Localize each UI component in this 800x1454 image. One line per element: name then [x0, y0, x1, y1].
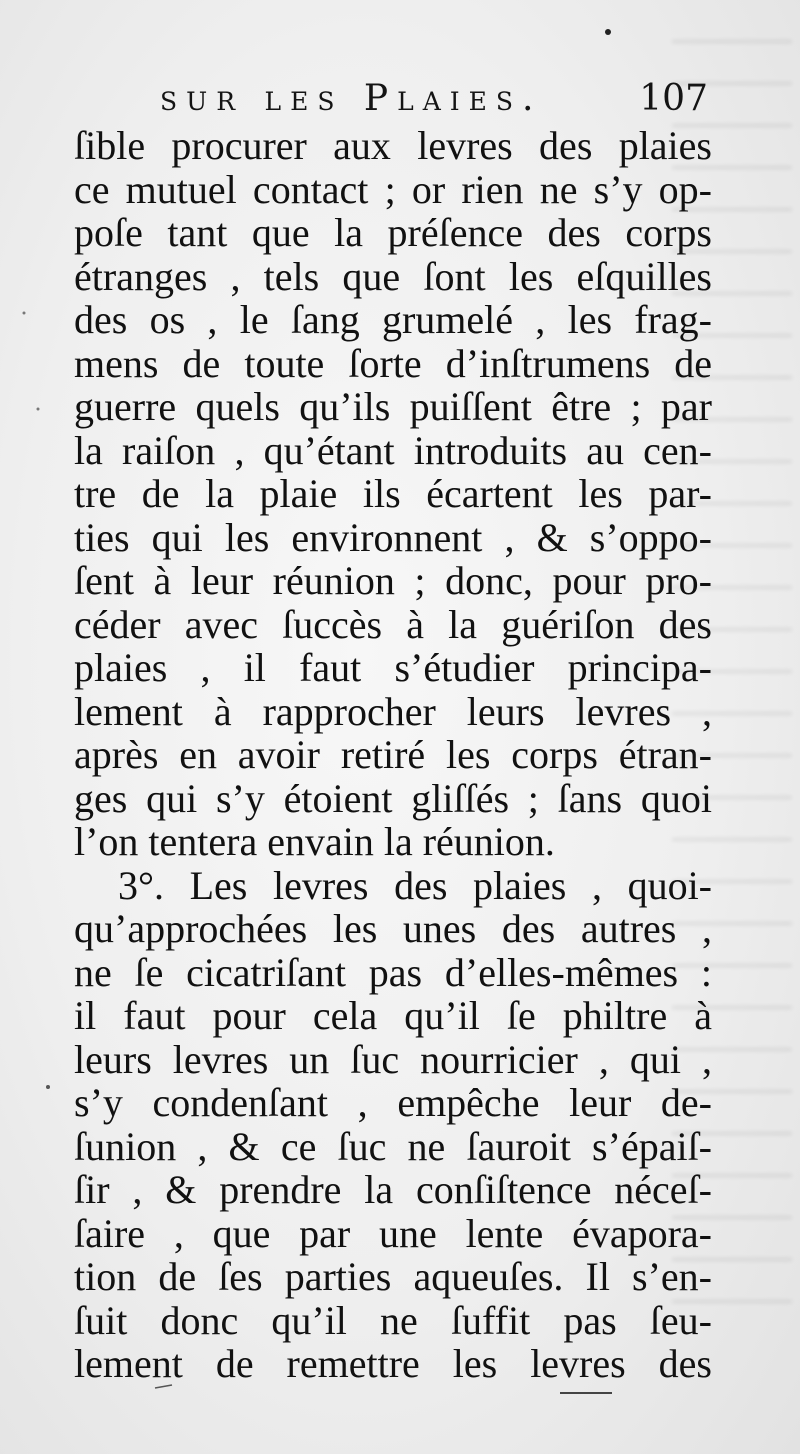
text-line: après en avoir retiré les corps étran-	[74, 732, 712, 777]
text-line: ges qui s’y étoient gliſſés ; ſans quoi	[74, 775, 712, 821]
text-line: ſuit donc qu’il ne ſuffit pas ſeu-	[74, 1297, 712, 1343]
text-line: des os , le ſang grumelé , les frag-	[74, 297, 712, 342]
text-line: mens de toute ſorte d’inſtrumens de	[74, 340, 712, 386]
text-line: poſe tant que la préſence des corps	[74, 210, 712, 255]
text-line: étranges , tels que ſont les eſquilles	[74, 253, 712, 299]
text-line: l’on tentera envain la réunion.	[74, 819, 555, 864]
text-line: ne ſe cicatriſant pas d’elles-mêmes :	[74, 949, 712, 995]
page-number: 107	[639, 78, 708, 119]
text-line: lement de remettre les levres des	[74, 1341, 712, 1386]
text-line: il faut pour cela qu’il ſe philtre à	[74, 993, 712, 1038]
text-line: lement à rapprocher leurs levres ,	[74, 688, 712, 734]
text-line: ce mutuel contact ; or rien ne s’y op-	[74, 166, 712, 212]
text-line: ſent à leur réunion ; donc, pour pro-	[74, 558, 712, 603]
text-line: céder avec ſuccès à la guériſon des	[74, 601, 712, 647]
text-line: tre de la plaie ils écartent les par-	[74, 471, 712, 516]
text-line: s’y condenſant , empêche leur de-	[74, 1080, 712, 1125]
paragraph-start-line: 3°. Les levres des plaies , quoi-	[118, 862, 712, 908]
text-line: ſir , & prendre la conſiſtence néceſ-	[74, 1167, 712, 1212]
text-line: tion de ſes parties aqueuſes. Il s’en-	[74, 1254, 712, 1299]
text-line: ſaire , que par une lente évapora-	[74, 1210, 712, 1256]
text-line: la raiſon , qu’étant introduits au cen-	[74, 427, 712, 473]
text-line: leurs levres un ſuc nourricier , qui ,	[74, 1036, 712, 1082]
text-line: ties qui les environnent , & s’oppo-	[74, 514, 712, 560]
text-line: guerre quels qu’ils puiſſent être ; par	[74, 384, 712, 429]
text-line: ſunion , & ce ſuc ne ſauroit s’épaiſ-	[74, 1123, 712, 1169]
running-title: sur les Plaies.	[160, 78, 543, 119]
text-line: plaies , il faut s’étudier principa-	[74, 645, 712, 690]
text-line: qu’approchées les unes des autres ,	[74, 906, 712, 951]
text-line: ſible procurer aux levres des plaies	[74, 123, 712, 168]
